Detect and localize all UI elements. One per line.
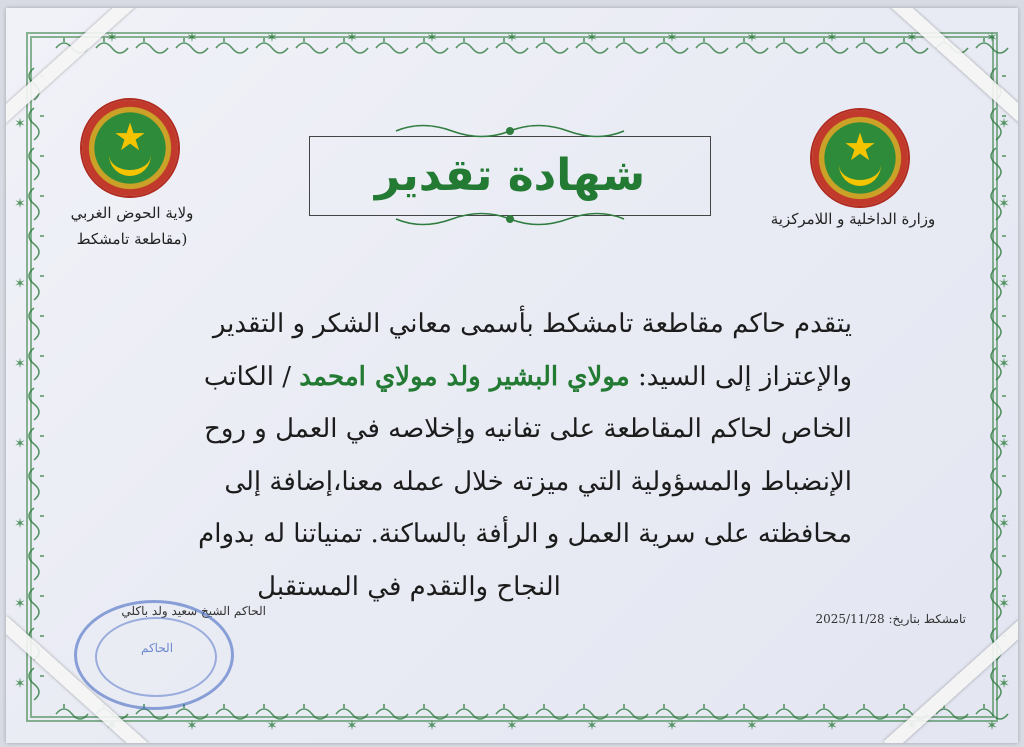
svg-text:✶: ✶ <box>986 30 998 46</box>
svg-text:✶: ✶ <box>906 30 918 46</box>
certificate-sheet <box>6 8 1018 743</box>
national-seal-icon <box>812 110 908 206</box>
certificate-body <box>86 298 852 613</box>
place-date: تامشكط بتاريخ: 2025/11/28 <box>815 612 966 626</box>
svg-text:✶: ✶ <box>14 676 26 692</box>
svg-text:✶: ✶ <box>998 116 1010 132</box>
svg-text:✶: ✶ <box>14 596 26 612</box>
svg-text:✶: ✶ <box>14 116 26 132</box>
stamp-inner-ring <box>95 617 217 697</box>
svg-text:✶: ✶ <box>186 718 198 734</box>
left-header-line1: ولاية الحوض الغربي <box>70 204 194 222</box>
crescent-icon <box>839 158 881 186</box>
svg-text:✶: ✶ <box>426 30 438 46</box>
body-line-2 <box>86 351 852 404</box>
left-header-line2: (مقاطعة تامشكط <box>76 230 188 248</box>
svg-text:✶: ✶ <box>586 718 598 734</box>
crescent-icon <box>109 148 151 176</box>
svg-text:✶: ✶ <box>998 276 1010 292</box>
svg-text:✶: ✶ <box>14 356 26 372</box>
body-line-2-after: / الكاتب <box>203 361 292 392</box>
title-ornament-top <box>392 120 628 142</box>
body-line-5: محافظته على سرية العمل و الرأفة بالساكنة. تمنياتنا له بدوام <box>198 519 852 549</box>
svg-text:✶: ✶ <box>666 30 678 46</box>
body-line-6: النجاح والتقدم في المستقبل <box>257 571 561 602</box>
svg-text:✶: ✶ <box>998 196 1010 212</box>
svg-text:✶: ✶ <box>986 718 998 734</box>
svg-text:✶: ✶ <box>998 436 1010 452</box>
svg-text:✶: ✶ <box>506 718 518 734</box>
body-line-1: يتقدم حاكم مقاطعة تامشكط بأسمى معاني الشكر و التقدير <box>212 309 852 339</box>
svg-text:✶: ✶ <box>14 276 26 292</box>
svg-text:✶: ✶ <box>506 30 518 46</box>
body-line-4: الإنضباط والمسؤولية التي ميزته خلال عمله معنا،إضافة إلى <box>224 466 852 497</box>
signatory: الحاكم الشيخ سعيد ولد باكلي <box>121 604 266 618</box>
svg-text:✶: ✶ <box>14 436 26 452</box>
body-line-2-before: والإعتزاز إلى السيد: <box>637 361 852 392</box>
svg-text:✶: ✶ <box>586 30 598 46</box>
svg-text:✶: ✶ <box>998 356 1010 372</box>
svg-text:✶: ✶ <box>14 516 26 532</box>
star-icon: ★ <box>842 125 878 169</box>
svg-text:✶: ✶ <box>746 30 758 46</box>
svg-text:✶: ✶ <box>998 676 1010 692</box>
stamp-text: الحاكم <box>140 641 174 655</box>
svg-text:✶: ✶ <box>266 30 278 46</box>
svg-text:✶: ✶ <box>346 30 358 46</box>
official-stamp-icon <box>74 600 234 710</box>
svg-text:✶: ✶ <box>998 516 1010 532</box>
svg-text:✶: ✶ <box>746 718 758 734</box>
right-header-line1: وزارة الداخلية و اللامركزية <box>770 210 936 228</box>
body-line-3: الخاص لحاكم المقاطعة على تفانيه وإخلاصه في العمل و روح <box>204 414 852 444</box>
svg-text:✶: ✶ <box>426 718 438 734</box>
svg-text:✶: ✶ <box>186 30 198 46</box>
svg-text:✶: ✶ <box>346 718 358 734</box>
svg-text:✶: ✶ <box>826 30 838 46</box>
svg-text:✶: ✶ <box>826 718 838 734</box>
svg-text:✶: ✶ <box>666 718 678 734</box>
svg-text:✶: ✶ <box>106 30 118 46</box>
svg-text:✶: ✶ <box>14 196 26 212</box>
svg-text:✶: ✶ <box>266 718 278 734</box>
recipient-name: مولاي البشير ولد مولاي امحمد <box>299 361 630 392</box>
title-ornament-bottom <box>392 208 628 230</box>
certificate-title: شهادة تقدير <box>374 150 646 201</box>
national-seal-icon <box>82 100 178 196</box>
svg-text:✶: ✶ <box>998 596 1010 612</box>
star-icon: ★ <box>112 115 148 159</box>
